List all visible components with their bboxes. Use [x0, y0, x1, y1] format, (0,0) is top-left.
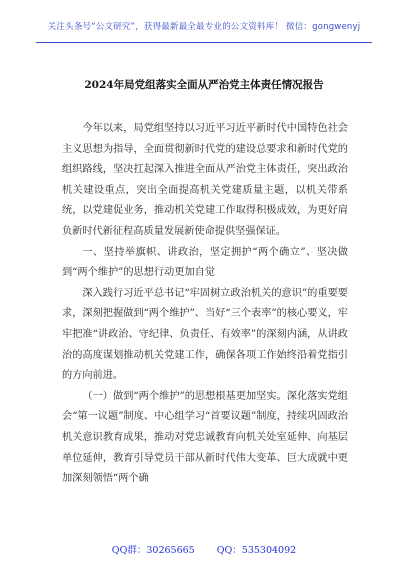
- document-body: [62, 119, 348, 490]
- paragraph-subsection-1: （一）做到“两个维护”的思想根基更加坚实。深化落实党组会“第一议题”制度、中心组学习“首要议题”制度，持续巩固政治机关意识教育成果，推动对党忠诚教育向机关处室延伸、向基层单位延伸，教育引导党员干部从新时代伟大变革、巨大成就中更加深刻领悟“两个确: [62, 390, 348, 485]
- header-divider: [36, 42, 372, 43]
- document-title: 2024年局党组落实全面从严治党主体责任情况报告: [84, 79, 324, 91]
- footer-qq-group: QQ群：30265665: [111, 545, 195, 556]
- header-banner: 关注头条号“公文研究”，获得最新最全最专业的公文资料库！ 微信：gongwenyj: [47, 22, 361, 32]
- footer-contact: [0, 542, 408, 556]
- paragraph-section-1: 深入践行习近平总书记“牢固树立政治机关的意识”的重要要求，深刻把握做到“两个维护”、当好“三个表率”的核心要义，牢牢把准“讲政治、守纪律、负责任、有效率”的深刻内涵，从讲政治的高度谋划推动机关党建工作，确保各项工作始终沿着党指引的方向前进。: [62, 287, 348, 382]
- footer-qq-number: QQ：535304092: [216, 545, 297, 556]
- paragraph-intro: 今年以来，局党组坚持以习近平习近平新时代中国特色社会主义思想为指导，全面贯彻新时代党的建设总要求和新时代党的组织路线，坚决扛起深入推进全面从严治党主体责任，突出政治机关建设重点，突出全面提高机关党建质量主题，以机关带系统，以党建促业务，推动机关党建工作取得积极成效，为更好肩负新时代新征程高质量发展新使命提供坚强保证。: [62, 123, 348, 237]
- section-heading-1: 一、坚持举旗帜、讲政治，坚定拥护“两个确立”、坚决做到“两个维护”的思想行动更加自觉: [62, 246, 348, 279]
